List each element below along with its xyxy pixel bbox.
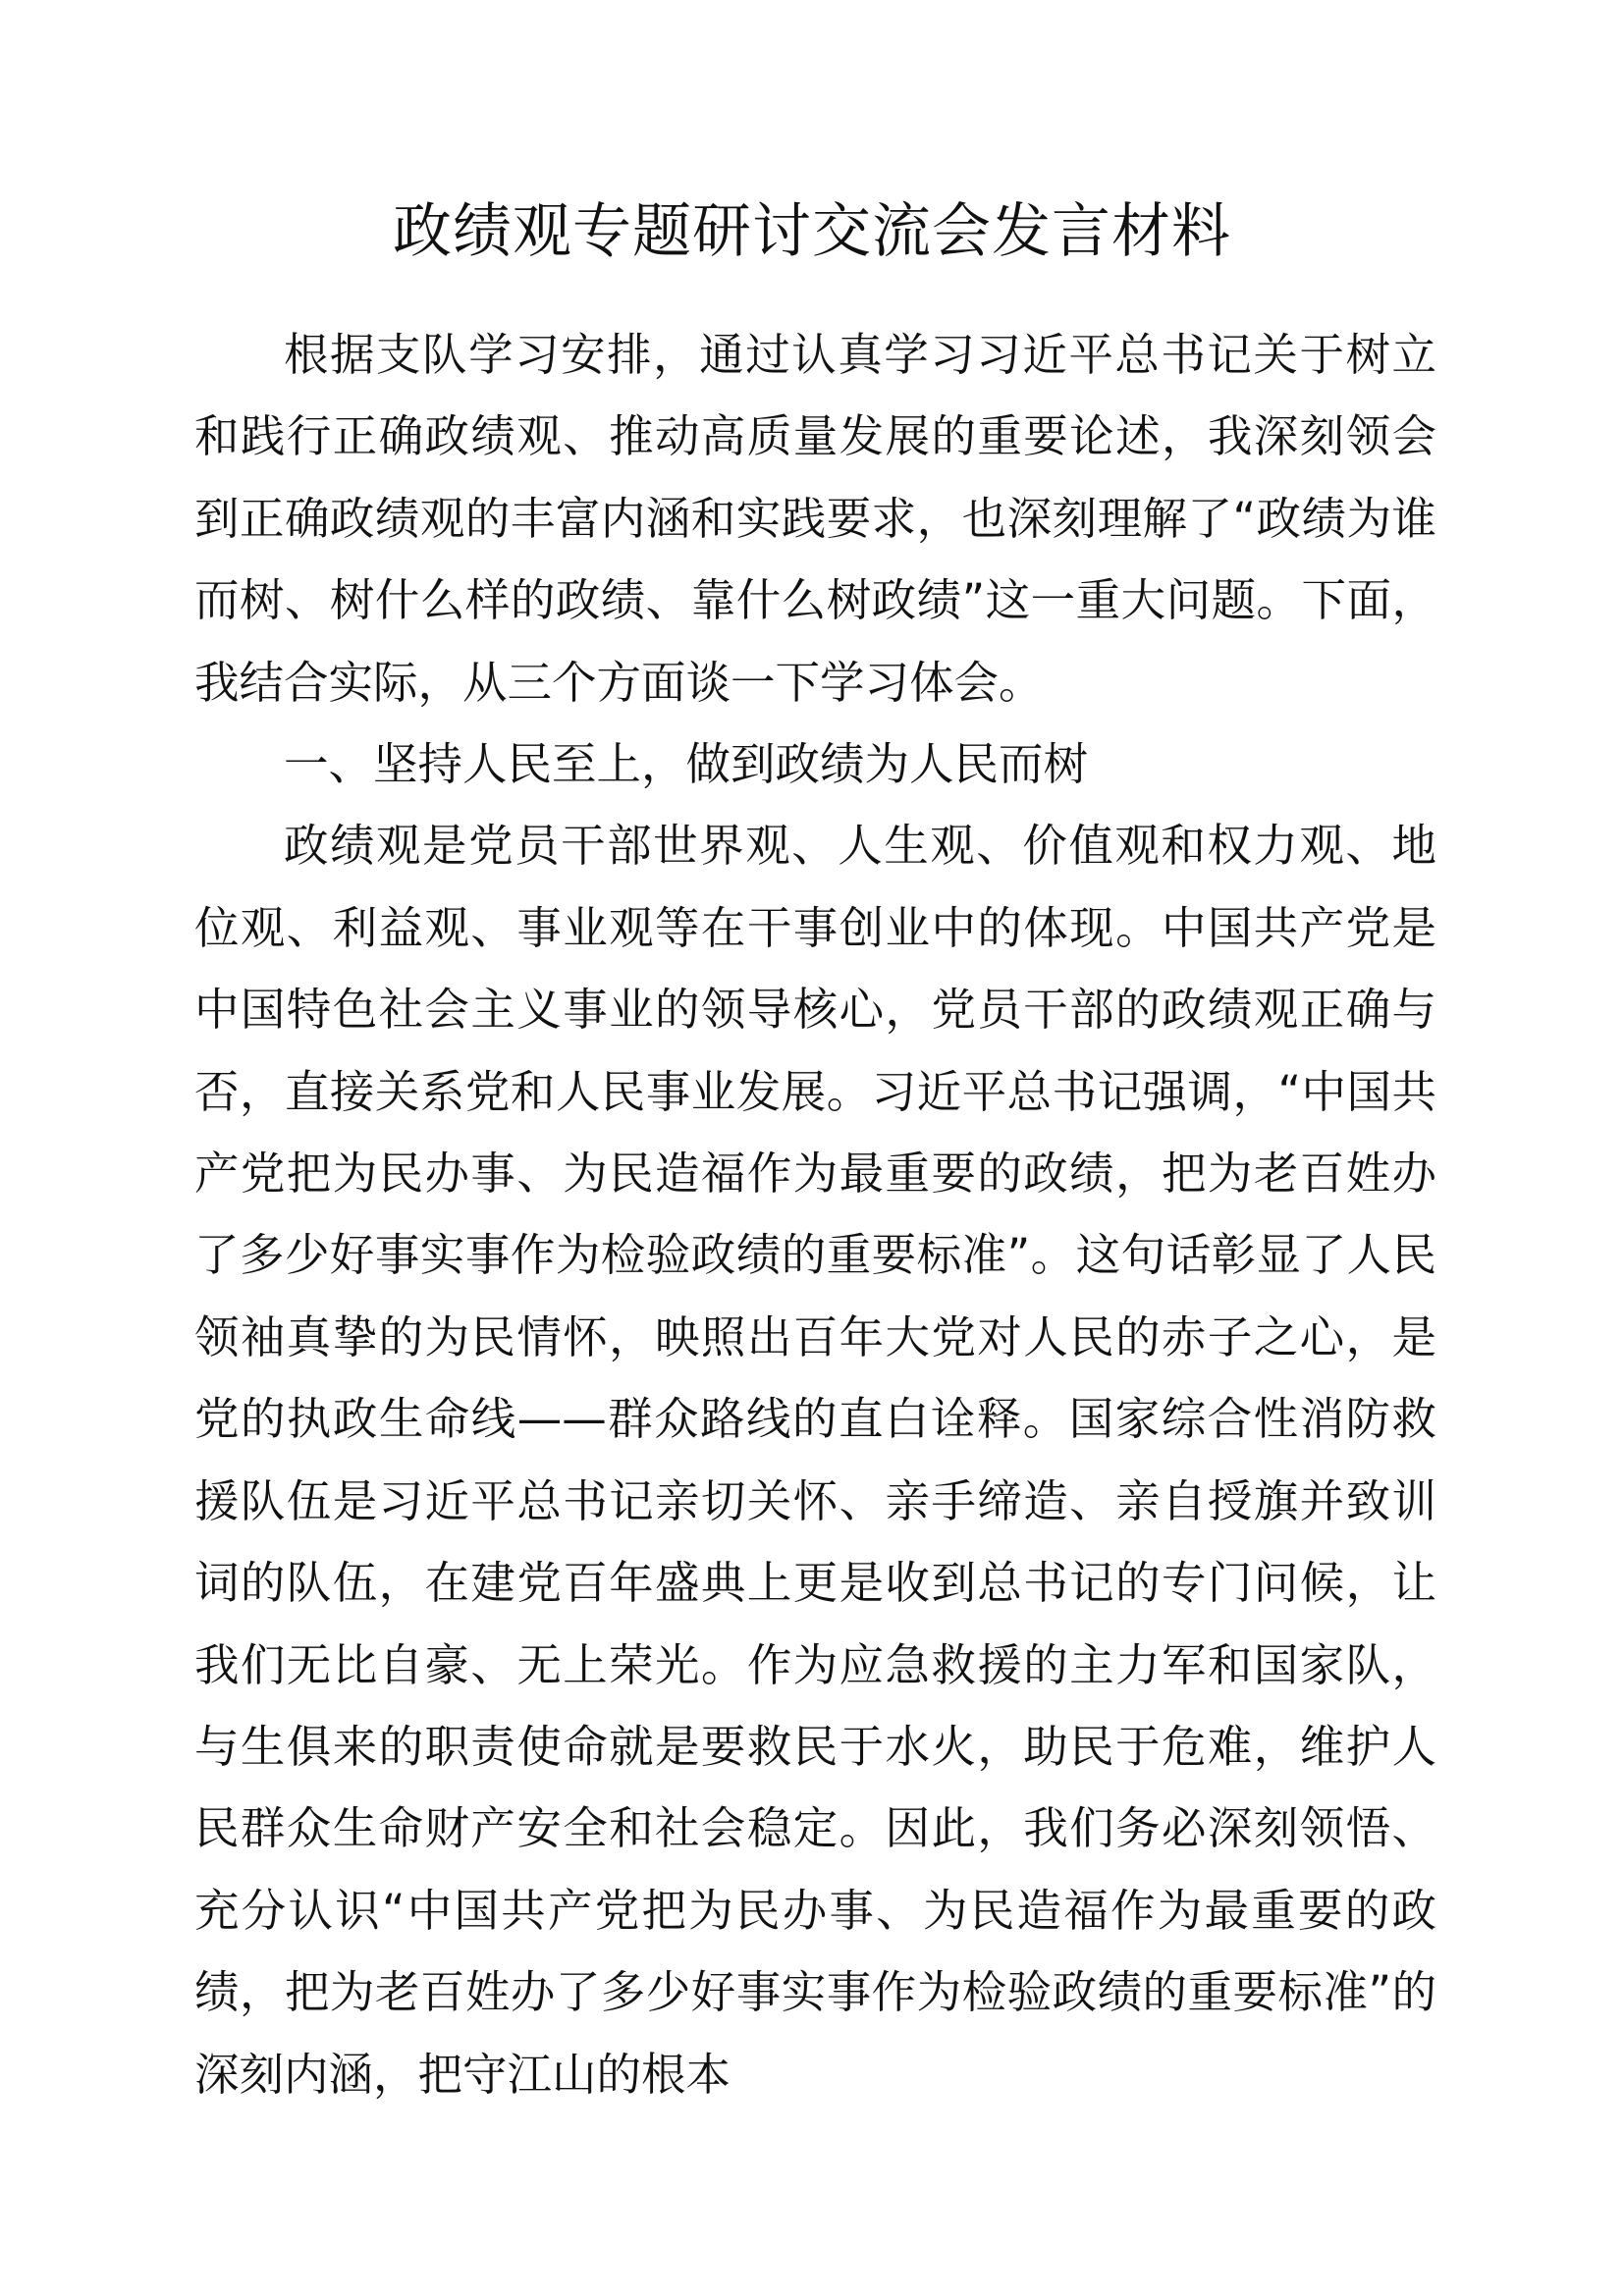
document-body (194, 314, 1436, 2115)
document-title: 政绩观专题研讨交流会发言材料 (393, 197, 1231, 266)
intro-paragraph: 根据支队学习安排，通过认真学习习近平总书记关于树立和践行正确政绩观、推动高质量发展的重要论述，我深刻领会到正确政绩观的丰富内涵和实践要求，也深刻理解了“政绩为谁而树、树什么样的政绩、靠什么树政绩”这一重大问题。下面，我结合实际，从三个方面谈一下学习体会。 (194, 329, 1436, 709)
section-heading: 一、坚持人民至上，做到政绩为人民而树 (284, 738, 1089, 791)
section-paragraph: 政绩观是党员干部世界观、人生观、价值观和权力观、地位观、利益观、事业观等在干事创业中的体现。中国共产党是中国特色社会主义事业的领导核心，党员干部的政绩观正确与否，直接关系党和人民事业发展。习近平总书记强调，“中国共产党把为民办事、为民造福作为最重要的政绩，把为老百姓办了多少好事实事作为检验政绩的重要标准”。这句话彰显了人民领袖真挚的为民情怀，映照出百年大党对人民的赤子之心，是党的执政生命线——群众路线的直白诠释。国家综合性消防救援队伍是习近平总书记亲切关怀、亲手缔造、亲自授旗并致训词的队伍，在建党百年盛典上更是收到总书记的专门问候，让我们无比自豪、无上荣光。作为应急救援的主力军和国家队，与生俱来的职责使命就是要救民于水火，助民于危难，维护人民群众生命财产安全和社会稳定。因此，我们务必深刻领悟、充分认识“中国共产党把为民办事、为民造福作为最重要的政绩，把为老百姓办了多少好事实事作为检验政绩的重要标准”的深刻内涵，把守江山的根本 (194, 820, 1436, 2101)
